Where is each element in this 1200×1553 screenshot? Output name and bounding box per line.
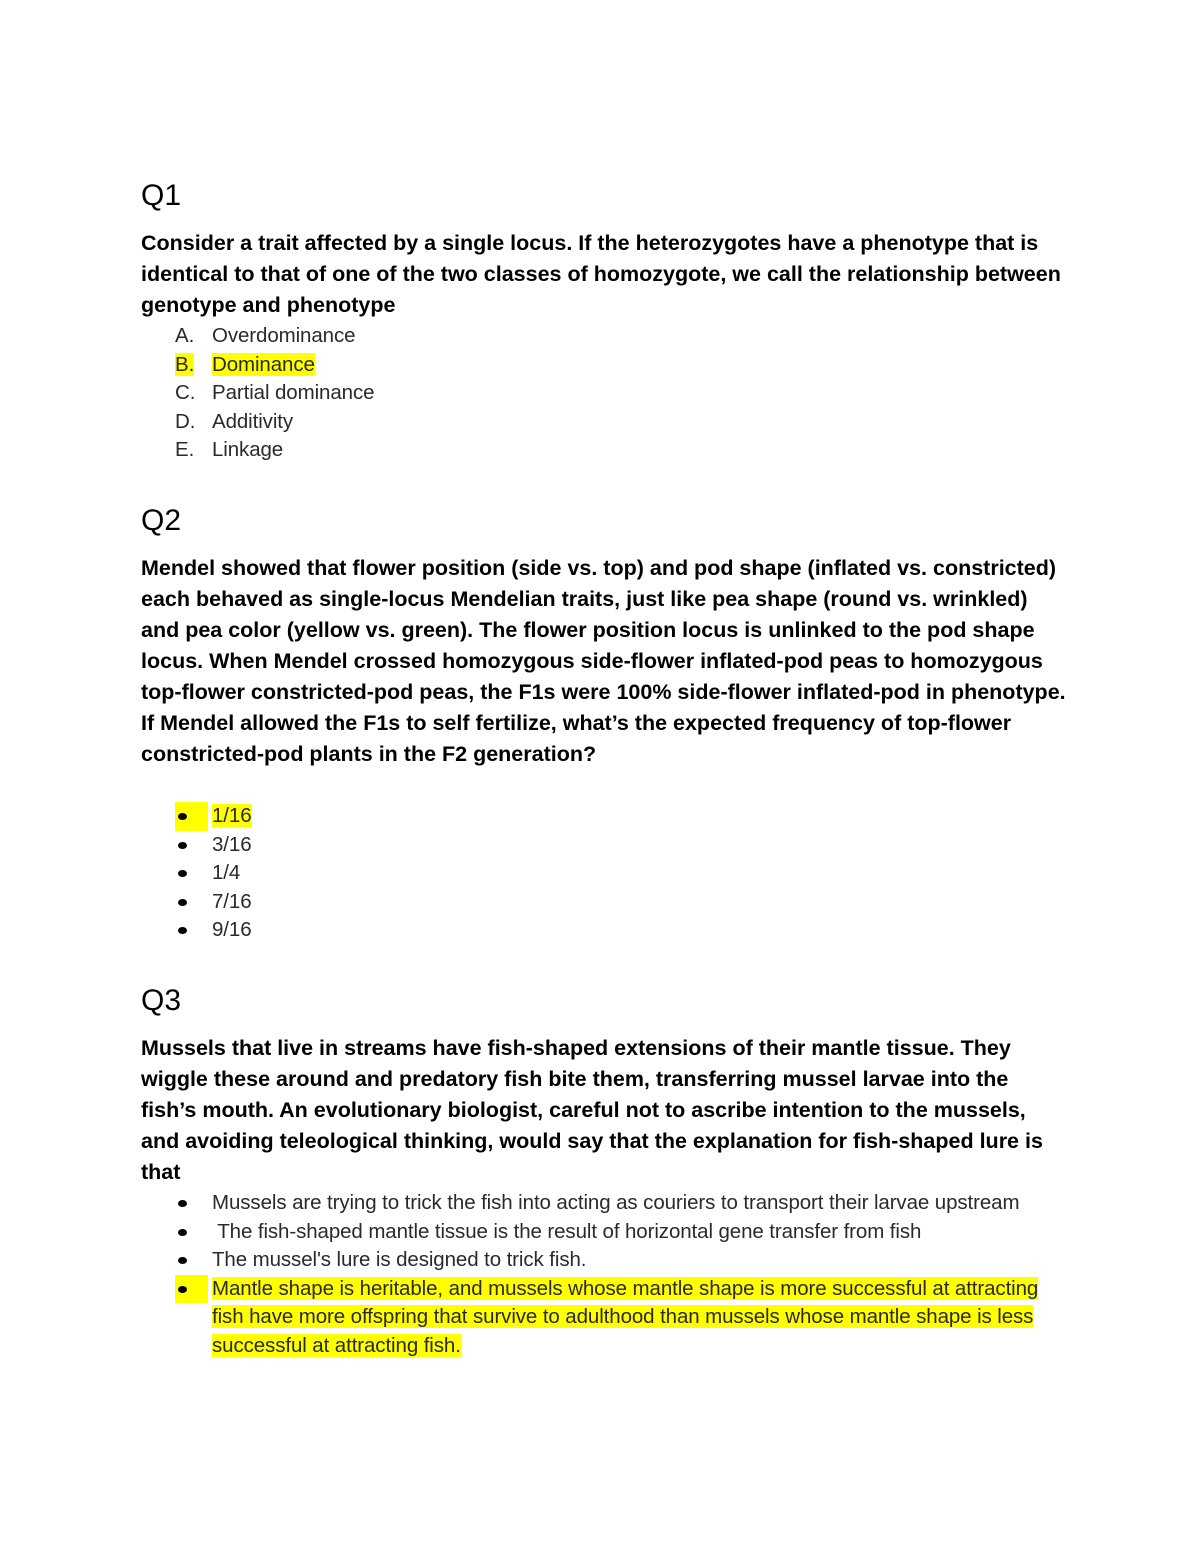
question-2-title: Q2 [141,504,182,537]
option-letter: A. [175,324,195,347]
option-letter: C. [175,381,196,405]
option-item-selected [141,1275,1066,1361]
option-text: The fish-shaped mantle tissue is the result of horizontal gene transfer from fish [212,1219,922,1243]
option-item [141,379,1066,408]
option-text: Overdominance [212,324,356,347]
bullet-icon [175,888,211,917]
option-text: 1/16 [212,804,252,827]
option-item [141,322,1066,351]
option-text: Linkage [212,438,284,462]
bullet-icon [175,1246,211,1275]
question-1-title: Q1 [141,179,182,212]
question-3-title: Q3 [141,984,182,1017]
option-text: 7/16 [212,889,252,913]
option-item [141,1189,1066,1218]
option-letter: B. [175,352,195,376]
bullet-icon [175,1189,211,1218]
option-item [141,888,1066,917]
option-letter: E. [175,438,195,462]
option-item [141,1246,1066,1275]
option-text: Dominance [212,352,315,376]
option-text: Mussels are trying to trick the fish into acting as couriers to transport their larvae upstream [212,1191,1020,1214]
option-item [141,1218,1066,1247]
option-text: 9/16 [212,918,252,942]
bullet-icon [175,831,211,860]
option-text: The mussel's lure is designed to trick fish. [212,1248,587,1272]
question-3-options [141,1189,1066,1361]
option-text: Partial dominance [212,381,375,405]
option-item-selected [141,351,1066,380]
bullet-icon [175,1218,211,1247]
option-text: 3/16 [212,832,252,856]
question-1-stem: Consider a trait affected by a single locus. If the heterozygotes have a phenotype that is identical to that of one of the two classes of homozygote, we call the relationship between genotype and phenotype [141,231,1061,317]
question-2-stem: Mendel showed that flower position (side vs. top) and pod shape (inflated vs. constricted) each behaved as single-locus Mendelian traits, just like pea shape (round vs. wrinkled) and pea color (yellow vs. green). The flower position locus is unlinked to the pod shape locus. When Mendel crossed homozygous side-flower inflated-pod peas to homozygous top-flower constricted-pod peas, the F1s were 100% side-flower inflated-pod in phenotype. If Mendel allowed the F1s to self fertilize, what’s the expected frequency of top-flower constricted-pod plants in the F2 generation? [141,556,1066,766]
bullet-icon [175,916,211,945]
option-item [141,831,1066,860]
option-letter: D. [175,409,196,433]
option-text: 1/4 [212,861,241,885]
option-item-selected [141,802,1066,831]
option-text: Additivity [212,409,294,433]
option-item [141,859,1066,888]
option-item [141,408,1066,437]
option-item [141,436,1066,465]
bullet-icon [175,859,211,888]
question-3-stem: Mussels that live in streams have fish-shaped extensions of their mantle tissue. They wiggle these around and predatory fish bite them, transferring mussel larvae into the fish’s mouth. An evolutionary biologist, careful not to ascribe intention to the mussels, and avoiding teleological thinking, would say that the explanation for fish-shaped lure is that [141,1036,1043,1184]
question-1-options [141,322,1066,465]
option-item [141,916,1066,945]
bullet-icon [175,802,208,831]
question-2-options [141,802,1066,945]
bullet-icon [175,1275,208,1304]
option-text: Mantle shape is heritable, and mussels whose mantle shape is more successful at attracting fish have more offspring that survive to adulthood than mussels whose mantle shape is less successful at attracting fish. [212,1276,1039,1357]
